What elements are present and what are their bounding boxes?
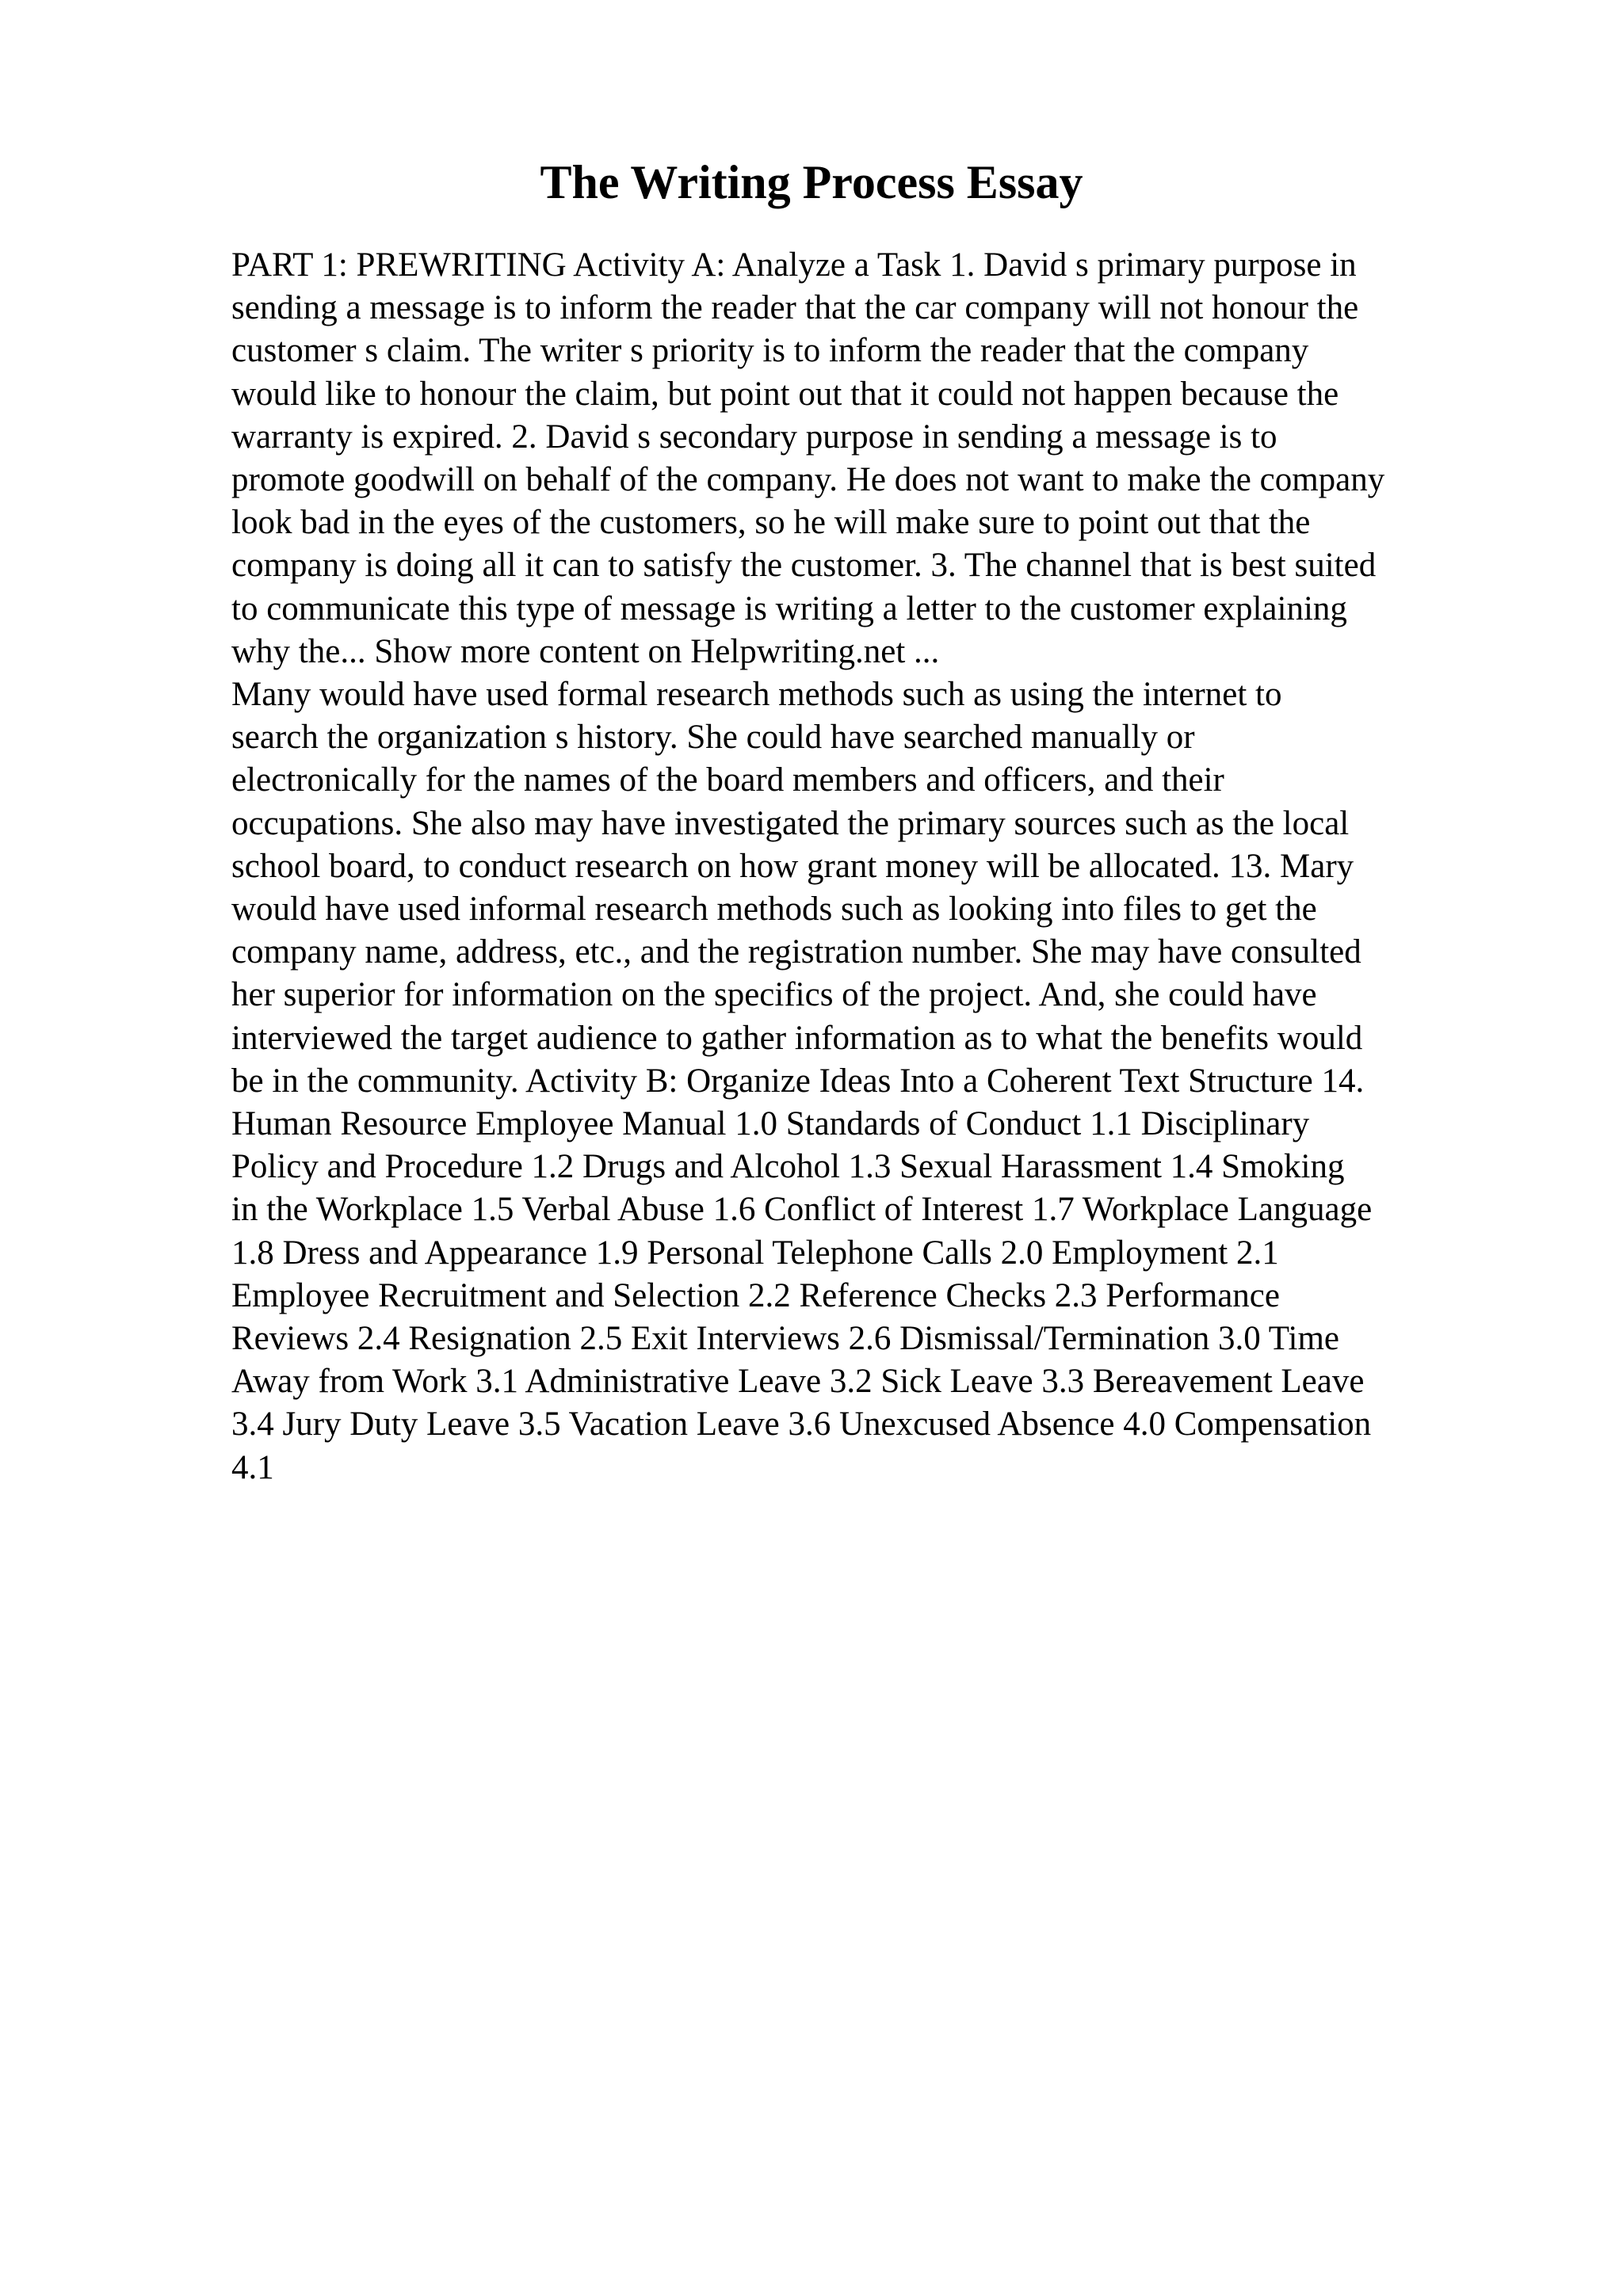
text-line: Away from Work 3.1 Administrative Leave 3.2 Sick Leave 3.3 Bereavement Leave <box>231 1363 1365 1401</box>
text-line: warranty is expired. 2. David s secondary purpose in sending a message is to <box>231 418 1277 456</box>
text-line: customer s claim. The writer s priority is to inform the reader that the company <box>231 332 1309 370</box>
text-line: would like to honour the claim, but point out that it could not happen because the <box>231 375 1339 413</box>
text-line: be in the community. Activity B: Organize Ideas Into a Coherent Text Structure 14. <box>231 1062 1365 1100</box>
text-line: school board, to conduct research on how grant money will be allocated. 13. Mary <box>231 847 1354 885</box>
page-title: The Writing Process Essay <box>540 156 1083 208</box>
text-line: Policy and Procedure 1.2 Drugs and Alcohol 1.3 Sexual Harassment 1.4 Smoking <box>231 1148 1345 1186</box>
text-line: 3.4 Jury Duty Leave 3.5 Vacation Leave 3.6 Unexcused Absence 4.0 Compensation <box>231 1405 1372 1444</box>
text-line: 4.1 <box>231 1448 274 1486</box>
text-line: PART 1: PREWRITING Activity A: Analyze a Task 1. David s primary purpose in <box>231 246 1357 284</box>
text-line: sending a message is to inform the reader that the car company will not honour the <box>231 289 1359 327</box>
text-line: interviewed the target audience to gather information as to what the benefits would <box>231 1019 1363 1057</box>
paragraph <box>231 244 1499 673</box>
text-line: electronically for the names of the board members and officers, and their <box>231 761 1224 799</box>
text-line: occupations. She also may have investigated the primary sources such as the local <box>231 804 1350 842</box>
text-line: to communicate this type of message is writing a letter to the customer explaining <box>231 589 1347 627</box>
document-body <box>231 244 1499 1489</box>
text-line: company name, address, etc., and the registration number. She may have consulted <box>231 933 1361 971</box>
text-line: Reviews 2.4 Resignation 2.5 Exit Interviews 2.6 Dismissal/Termination 3.0 Time <box>231 1320 1339 1358</box>
text-line: search the organization s history. She could have searched manually or <box>231 719 1195 757</box>
text-line: Many would have used formal research methods such as using the internet to <box>231 676 1282 714</box>
text-line: Human Resource Employee Manual 1.0 Standards of Conduct 1.1 Disciplinary <box>231 1105 1310 1143</box>
text-line: 1.8 Dress and Appearance 1.9 Personal Telephone Calls 2.0 Employment 2.1 <box>231 1234 1279 1272</box>
text-line: why the... Show more content on Helpwriting.net ... <box>231 632 940 670</box>
text-line: company is doing all it can to satisfy the customer. 3. The channel that is best suited <box>231 547 1377 585</box>
paragraph <box>231 673 1499 1489</box>
text-line: promote goodwill on behalf of the company. He does not want to make the company <box>231 461 1385 499</box>
text-line: look bad in the eyes of the customers, so he will make sure to point out that the <box>231 504 1311 542</box>
text-line: in the Workplace 1.5 Verbal Abuse 1.6 Conflict of Interest 1.7 Workplace Language <box>231 1191 1373 1229</box>
text-line: her superior for information on the specifics of the project. And, she could have <box>231 976 1317 1014</box>
text-line: Employee Recruitment and Selection 2.2 Reference Checks 2.3 Performance <box>231 1276 1280 1314</box>
text-line: would have used informal research methods such as looking into files to get the <box>231 891 1317 929</box>
